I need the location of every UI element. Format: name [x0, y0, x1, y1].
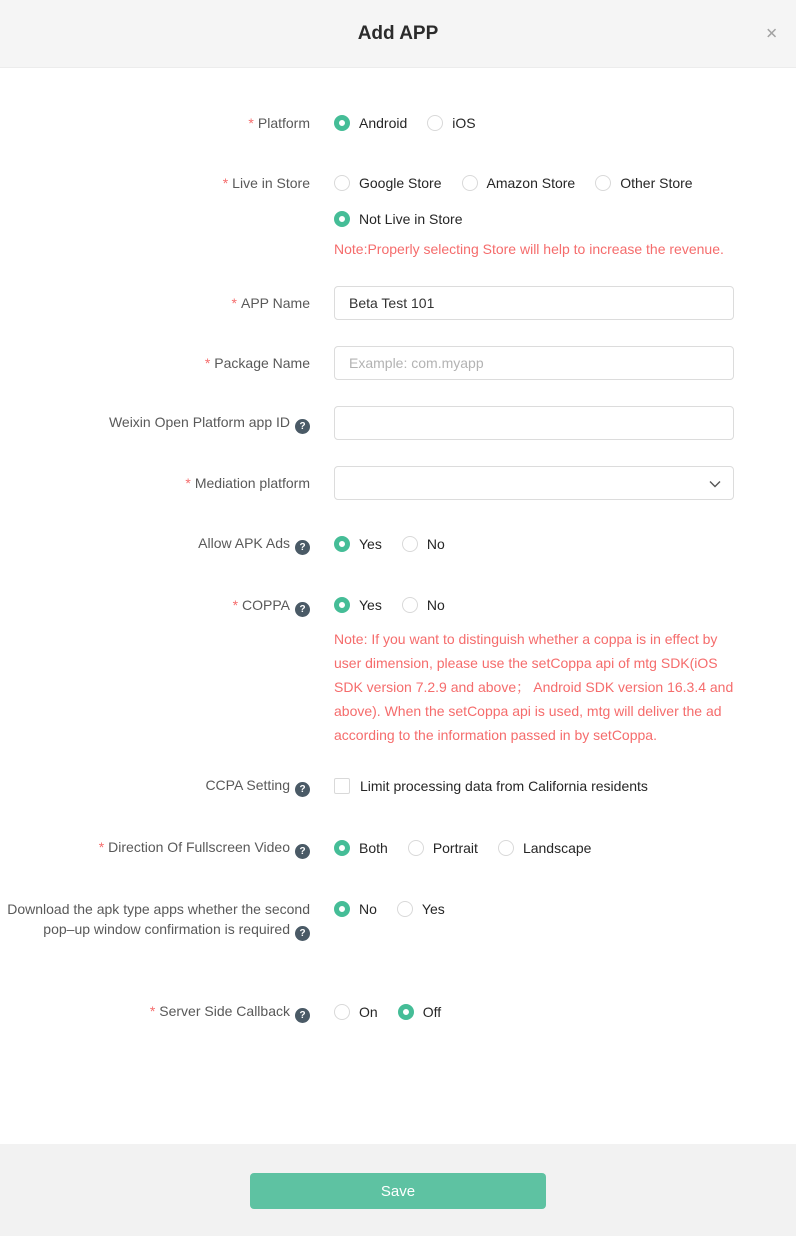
radio-label: iOS [452, 115, 476, 131]
radio-selected-icon [334, 901, 350, 917]
radio-callback-on[interactable] [334, 1002, 378, 1022]
radio-unselected-icon [397, 901, 413, 917]
package-name-row [0, 346, 796, 380]
coppa-control [334, 595, 734, 747]
platform-label: * Platform [248, 115, 310, 131]
radio-label: Yes [359, 536, 382, 552]
radio-label: On [359, 1004, 378, 1020]
required-marker: * [231, 295, 237, 311]
platform-row [0, 113, 796, 133]
apk-second-popup-row [0, 899, 796, 941]
radio-unselected-icon [334, 1004, 350, 1020]
radio-selected-icon [334, 211, 350, 227]
radio-coppa-yes[interactable] [334, 595, 382, 615]
radio-unselected-icon [427, 115, 443, 131]
help-question-icon[interactable]: ? [295, 1008, 310, 1023]
allow-apk-ads-row [0, 533, 796, 555]
live-in-store-control [334, 173, 734, 261]
radio-unselected-icon [462, 175, 478, 191]
radio-callback-off[interactable] [398, 1002, 441, 1022]
dialog-header [0, 0, 796, 68]
radio-unselected-icon [334, 175, 350, 191]
app-name-label: * APP Name [231, 295, 310, 311]
radio-selected-icon [334, 597, 350, 613]
radio-label: Landscape [522, 840, 592, 856]
radio-label: Amazon Store [486, 175, 576, 191]
weixin-app-id-input[interactable] [334, 406, 734, 440]
store-radio-group-row1 [334, 173, 734, 193]
direction-radio-group [334, 838, 734, 858]
apk-second-popup-radio-group [334, 899, 734, 919]
chevron-down-icon [709, 480, 721, 488]
package-name-label: * Package Name [204, 355, 310, 371]
coppa-note: Note: If you want to distinguish whether a coppa is in effect by user dimension, please use the setCoppa api of mtg SDK(iOS SDK version 7.2.9 and above； Android SDK version 16.3.4 and above). When the setCoppa api is used, mtg will deliver the ad according to the information passed in by setCoppa. [334, 631, 734, 743]
radio-not-live-in-store[interactable] [334, 209, 463, 229]
required-marker: * [232, 597, 239, 613]
mediation-platform-label: * Mediation platform [185, 475, 310, 491]
allow-apk-ads-radio-group [334, 534, 734, 554]
radio-label: Portrait [432, 840, 478, 856]
radio-label: No [359, 901, 377, 917]
radio-unselected-icon [595, 175, 611, 191]
radio-direction-landscape[interactable] [498, 838, 592, 858]
radio-coppa-no[interactable] [402, 595, 445, 615]
radio-unselected-icon [402, 597, 418, 613]
radio-platform-android[interactable] [334, 113, 407, 133]
radio-selected-icon [334, 840, 350, 856]
live-in-store-row [0, 173, 796, 261]
radio-selected-icon [334, 536, 350, 552]
radio-selected-icon [334, 115, 350, 131]
required-marker: * [98, 839, 105, 855]
weixin-app-id-row [0, 406, 796, 440]
radio-direction-both[interactable] [334, 838, 388, 858]
radio-other-store[interactable] [595, 173, 692, 193]
weixin-app-id-label: Weixin Open Platform app ID ? [0, 412, 310, 434]
help-question-icon[interactable]: ? [295, 782, 310, 797]
ccpa-setting-label: CCPA Setting ? [0, 775, 310, 797]
dialog-title: Add APP [357, 22, 439, 44]
radio-direction-portrait[interactable] [408, 838, 478, 858]
radio-google-store[interactable] [334, 173, 442, 193]
help-question-icon[interactable]: ? [295, 602, 310, 617]
help-question-icon[interactable]: ? [295, 926, 310, 941]
radio-popup-no[interactable] [334, 899, 377, 919]
radio-label: Not Live in Store [359, 211, 463, 227]
add-app-form [0, 68, 796, 1144]
store-note: Note:Properly selecting Store will help to increase the revenue. [334, 241, 724, 257]
package-name-input[interactable] [334, 346, 734, 380]
ccpa-setting-row [0, 775, 796, 797]
app-name-row [0, 286, 796, 320]
radio-selected-icon [398, 1004, 414, 1020]
dialog-footer [0, 1144, 796, 1236]
ccpa-checkbox[interactable] [334, 776, 648, 796]
live-in-store-label: * Live in Store [222, 175, 310, 191]
required-marker: * [149, 1003, 156, 1019]
radio-label: Off [422, 1004, 442, 1020]
radio-label: Android [359, 115, 408, 131]
radio-label: Other Store [620, 175, 693, 191]
checkbox-unchecked-icon [334, 778, 350, 794]
radio-apk-ads-yes[interactable] [334, 534, 382, 554]
store-radio-group-row2 [334, 209, 734, 229]
server-side-callback-row [0, 1001, 796, 1023]
radio-label: Yes [359, 597, 382, 613]
radio-label: Both [359, 840, 388, 856]
help-question-icon[interactable]: ? [295, 419, 310, 434]
save-button[interactable]: Save [250, 1173, 546, 1209]
radio-unselected-icon [408, 840, 424, 856]
radio-platform-ios[interactable] [427, 113, 475, 133]
platform-radio-group [334, 113, 734, 133]
help-question-icon[interactable]: ? [295, 844, 310, 859]
coppa-radio-group [334, 595, 734, 615]
help-question-icon[interactable]: ? [295, 540, 310, 555]
server-callback-radio-group [334, 1002, 734, 1022]
checkbox-label: Limit processing data from California residents [360, 777, 648, 794]
required-marker: * [185, 475, 191, 491]
radio-label: Google Store [359, 175, 442, 191]
radio-unselected-icon [402, 536, 418, 552]
mediation-platform-select[interactable] [334, 466, 734, 500]
mediation-platform-row [0, 466, 796, 500]
radio-popup-yes[interactable] [397, 899, 445, 919]
required-marker: * [204, 355, 211, 371]
radio-label: No [426, 597, 445, 613]
required-marker: * [248, 115, 254, 131]
direction-fullscreen-video-label: * Direction Of Fullscreen Video ? [0, 837, 310, 859]
server-side-callback-label: * Server Side Callback ? [0, 1001, 310, 1023]
radio-amazon-store[interactable] [462, 173, 576, 193]
radio-apk-ads-no[interactable] [402, 534, 445, 554]
radio-label: Yes [421, 901, 445, 917]
direction-fullscreen-video-row [0, 837, 796, 859]
required-marker: * [222, 175, 229, 191]
app-name-input[interactable] [334, 286, 734, 320]
coppa-label: * COPPA ? [0, 595, 310, 617]
allow-apk-ads-label: Allow APK Ads ? [0, 533, 310, 555]
close-icon[interactable]: ✕ [765, 25, 778, 42]
radio-unselected-icon [498, 840, 514, 856]
radio-label: No [426, 536, 445, 552]
apk-second-popup-label: Download the apk type apps whether the second pop–up window confirmation is required ? [7, 901, 310, 939]
coppa-row [0, 595, 796, 747]
